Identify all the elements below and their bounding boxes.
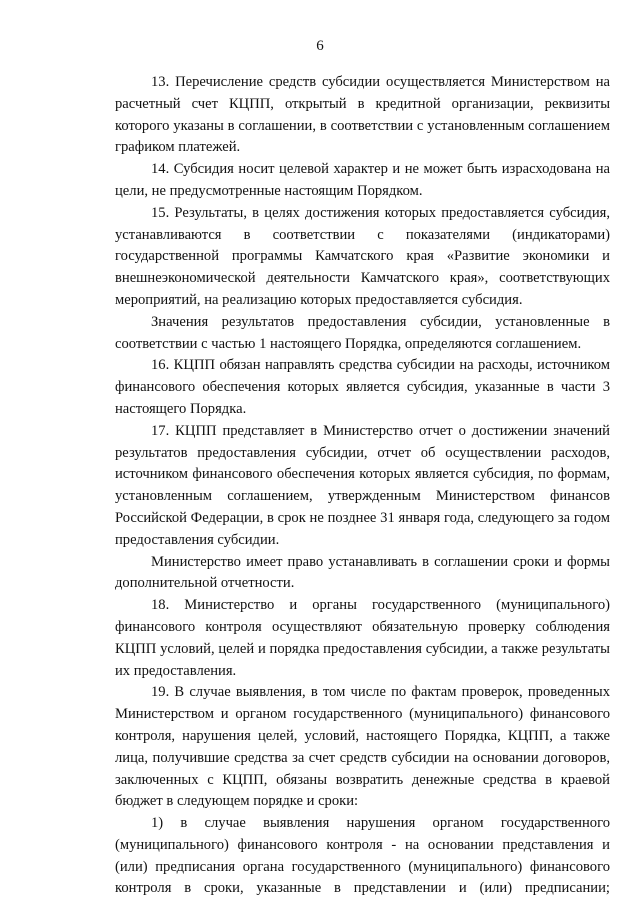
paragraph-19-subitem-1: 1) в случае выявления нарушения органом государственного (муниципального) финансового контроля - на основании представления и (или) предписания органа государственного (муниципального) финансового контроля в сроки, указанные в представлении и (или) предписании; [115,815,610,897]
paragraph-14-purpose: 14. Субсидия носит целевой характер и не может быть израсходована на цели, не предусмотренные настоящим Порядком. [115,161,610,199]
document-body [115,72,610,900]
paragraph-15-values: Значения результатов предоставления субсидии, установленные в соответствии с частью 1 настоящего Порядка, определяются соглашением. [115,313,610,352]
paragraph-18-control: 18. Министерство и органы государственного (муниципального) финансового контроля осуществляют обязательную проверку соблюдения КЦПП условий, целей и порядка предоставления субсидии, а также результаты их предоставления. [115,597,610,679]
paragraph-19-return: 19. В случае выявления, в том числе по фактам проверок, проведенных Министерством и органом государственного (муниципального) финансового контроля, нарушения целей, условий, настоящего Порядка, КЦПП, а также лица, получившие средства за счет средств субсидии на основании договоров, заключенных с КЦПП, обязаны возвратить денежные средства в краевой бюджет в следующем порядке и сроки: [115,684,610,810]
paragraph-13-transfer: 13. Перечисление средств субсидии осуществляется Министерством на расчетный счет КЦПП, открытый в кредитной организации, реквизиты которого указаны в соглашении, в соответствии с установленным соглашением графиком платежей. [115,74,610,156]
paragraph-17-report: 17. КЦПП представляет в Министерство отчет о достижении значений результатов предоставления субсидии, отчет об осуществлении расходов, источником финансового обеспечения которых является субсидия, по формам, установленным соглашением, утвержденным Министерством финансов Российской Федерации, в срок не позднее 31 января года, следующего за годом предоставления субсидии. [115,422,610,548]
paragraph-17-additional-reporting: Министерство имеет право устанавливать в соглашении сроки и формы дополнительной отчетности. [115,553,610,592]
paragraph-15-results: 15. Результаты, в целях достижения которых предоставляется субсидия, устанавливаются в соответствии с показателями (индикаторами) государственной программы Камчатского края «Развитие экономики и внешнеэкономической деятельности Камчатского края», соответствующих мероприятий, на реализацию которых предоставляется субсидия. [115,204,610,308]
page-number: 6 [316,38,324,54]
paragraph-16-expenses: 16. КЦПП обязан направлять средства субсидии на расходы, источником финансового обеспечения которых является субсидия, указанные в части 3 настоящего Порядка. [115,357,610,417]
